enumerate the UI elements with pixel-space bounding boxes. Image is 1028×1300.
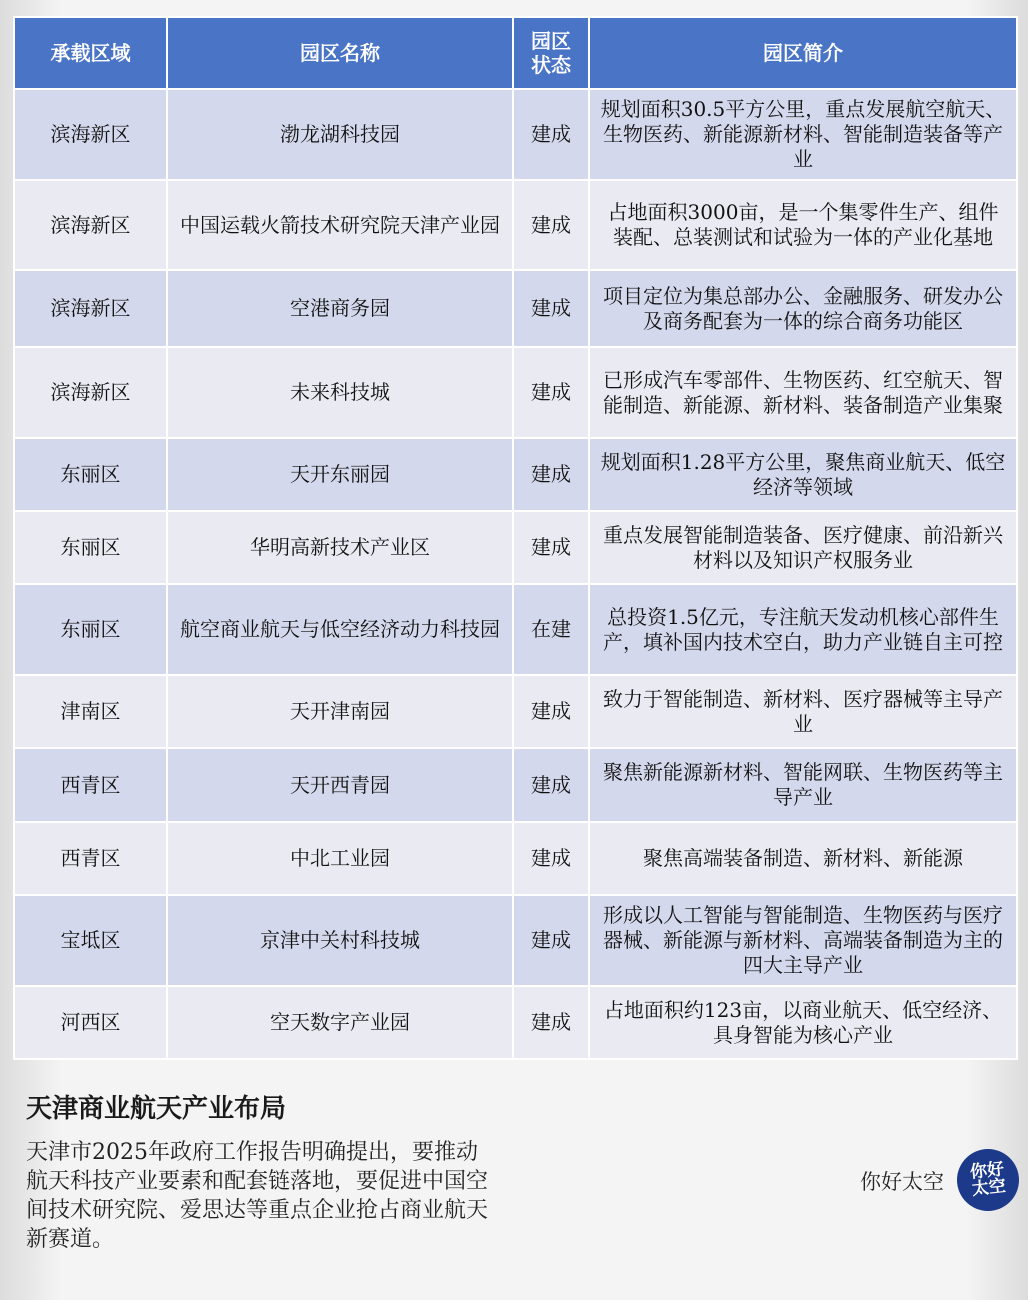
cell-status: 建成	[513, 895, 589, 986]
header-region: 承载区域	[14, 17, 167, 89]
cell-intro: 致力于智能制造、新材料、医疗器械等主导产业	[589, 675, 1017, 748]
cell-region: 滨海新区	[14, 180, 167, 270]
cell-status: 建成	[513, 270, 589, 347]
cell-intro: 聚焦新能源新材料、智能网联、生物医药等主导产业	[589, 748, 1017, 822]
cell-status: 建成	[513, 986, 589, 1059]
brand-logo-lettering: 你好太空	[969, 1159, 1007, 1200]
cell-park-name: 中北工业园	[167, 822, 513, 895]
table-row	[14, 584, 1017, 675]
cell-intro: 规划面积1.28平方公里，聚焦商业航天、低空经济等领域	[589, 438, 1017, 511]
table-row	[14, 986, 1017, 1059]
table-header-row	[14, 17, 1017, 89]
cell-intro: 重点发展智能制造装备、医疗健康、前沿新兴材料以及知识产权服务业	[589, 511, 1017, 584]
cell-park-name: 京津中关村科技城	[167, 895, 513, 986]
cell-intro: 规划面积30.5平方公里，重点发展航空航天、生物医药、新能源新材料、智能制造装备等产业	[589, 89, 1017, 180]
cell-park-name: 空港商务园	[167, 270, 513, 347]
brand-name: 你好太空	[860, 1170, 944, 1194]
table-row	[14, 270, 1017, 347]
cell-park-name: 航空商业航天与低空经济动力科技园	[167, 584, 513, 675]
cell-status: 建成	[513, 675, 589, 748]
cell-intro: 总投资1.5亿元，专注航天发动机核心部件生产，填补国内技术空白，助力产业链自主可控	[589, 584, 1017, 675]
cell-region: 滨海新区	[14, 270, 167, 347]
cell-region: 西青区	[14, 822, 167, 895]
caption-body: 天津市2025年政府工作报告明确提出，要推动航天科技产业要素和配套链落地，要促进中国空间技术研究院、爱思达等重点企业抢占商业航天新赛道。	[26, 1140, 489, 1252]
cell-park-name: 天开西青园	[167, 748, 513, 822]
cell-intro: 占地面积3000亩，是一个集零件生产、组件装配、总装测试和试验为一体的产业化基地	[589, 180, 1017, 270]
table-row	[14, 511, 1017, 584]
cell-region: 滨海新区	[14, 347, 167, 438]
cell-intro: 形成以人工智能与智能制造、生物医药与医疗器械、新能源与新材料、高端装备制造为主的四大主导产业	[589, 895, 1017, 986]
cell-intro: 项目定位为集总部办公、金融服务、研发办公及商务配套为一体的综合商务功能区	[589, 270, 1017, 347]
cell-region: 滨海新区	[14, 89, 167, 180]
cell-status: 建成	[513, 89, 589, 180]
brand-logo	[957, 1149, 1019, 1211]
cell-region: 东丽区	[14, 438, 167, 511]
industrial-park-table	[13, 16, 1018, 1060]
cell-intro: 已形成汽车零部件、生物医药、红空航天、智能制造、新能源、新材料、装备制造产业集聚	[589, 347, 1017, 438]
cell-status: 建成	[513, 748, 589, 822]
cell-region: 津南区	[14, 675, 167, 748]
cell-region: 河西区	[14, 986, 167, 1059]
table-row	[14, 180, 1017, 270]
table-row	[14, 89, 1017, 180]
cell-region: 东丽区	[14, 511, 167, 584]
cell-status: 建成	[513, 347, 589, 438]
cell-park-name: 华明高新技术产业区	[167, 511, 513, 584]
cell-intro: 占地面积约123亩，以商业航天、低空经济、具身智能为核心产业	[589, 986, 1017, 1059]
header-park-status	[513, 17, 589, 89]
header-park-status-label: 园区状态	[531, 29, 571, 77]
table-row	[14, 347, 1017, 438]
caption-title: 天津商业航天产业布局	[26, 1094, 287, 1124]
cell-status: 建成	[513, 438, 589, 511]
cell-park-name: 空天数字产业园	[167, 986, 513, 1059]
header-park-name: 园区名称	[167, 17, 513, 89]
table-row	[14, 748, 1017, 822]
cell-status: 建成	[513, 180, 589, 270]
cell-park-name: 天开津南园	[167, 675, 513, 748]
table-row	[14, 822, 1017, 895]
cell-park-name: 未来科技城	[167, 347, 513, 438]
cell-park-name: 渤龙湖科技园	[167, 89, 513, 180]
cell-park-name: 天开东丽园	[167, 438, 513, 511]
cell-intro: 聚焦高端装备制造、新材料、新能源	[589, 822, 1017, 895]
cell-status: 建成	[513, 822, 589, 895]
cell-region: 西青区	[14, 748, 167, 822]
table-row	[14, 675, 1017, 748]
table-row	[14, 438, 1017, 511]
cell-region: 东丽区	[14, 584, 167, 675]
cell-status: 建成	[513, 511, 589, 584]
cell-park-name: 中国运载火箭技术研究院天津产业园	[167, 180, 513, 270]
cell-status: 在建	[513, 584, 589, 675]
header-park-intro: 园区简介	[589, 17, 1017, 89]
cell-region: 宝坻区	[14, 895, 167, 986]
table-row	[14, 895, 1017, 986]
